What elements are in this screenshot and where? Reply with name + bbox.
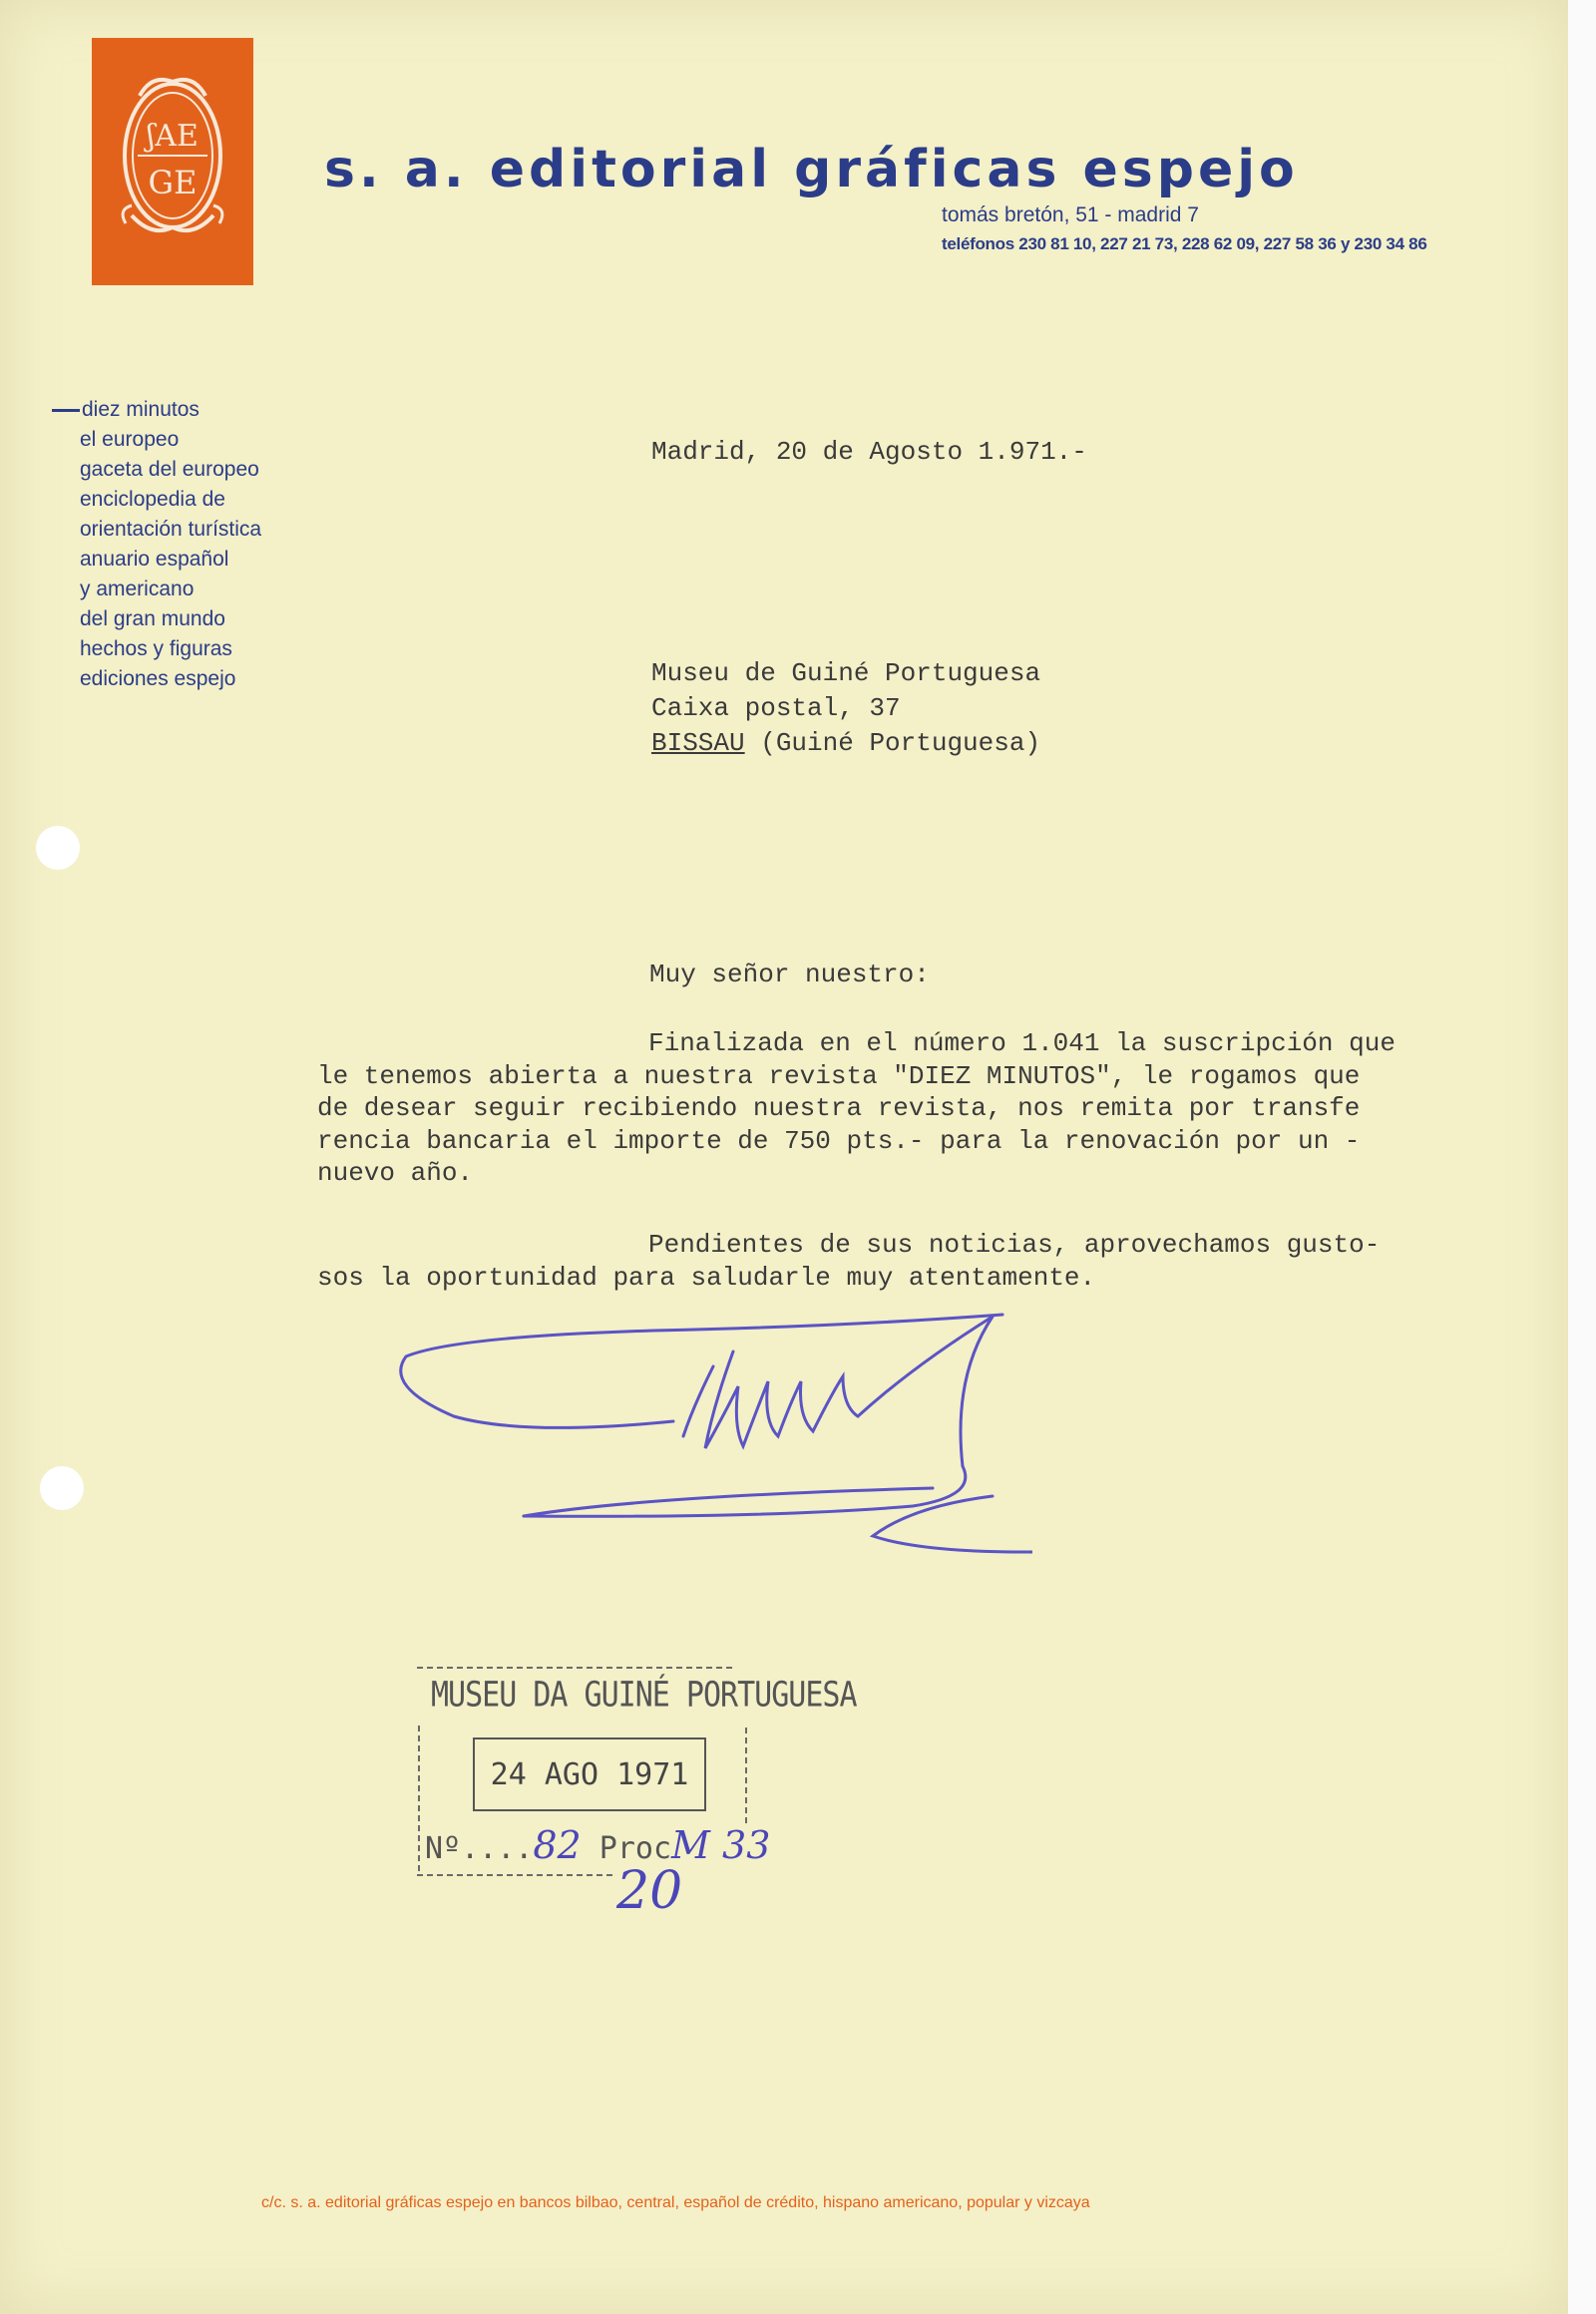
body-paragraph-1: [317, 1027, 1396, 1190]
body-line: sos la oportunidad para saludarle muy atentamente.: [317, 1262, 1096, 1293]
body-line: nuevo año.: [317, 1158, 474, 1188]
stamp-number-line: Nº....82 ProcM 33: [425, 1823, 771, 1867]
museum-stamp: [417, 1666, 857, 1921]
stamp-proc-value: M 33: [671, 1823, 771, 1867]
logo-emblem-icon: [92, 38, 253, 285]
punch-hole: [40, 1466, 84, 1510]
publication-item: y americano: [80, 578, 195, 600]
scan-margin: [1568, 0, 1596, 2314]
recipient-city-line: [651, 726, 1040, 761]
publications-list: [80, 395, 339, 694]
stamp-extra-value: 20: [616, 1861, 683, 1921]
letter-date: Madrid, 20 de Agosto 1.971.-: [651, 437, 1087, 467]
body-paragraph-2: [317, 1229, 1380, 1294]
recipient-name: Museu de Guiné Portuguesa: [651, 658, 1041, 688]
logo-text-bottom: GE: [148, 164, 198, 201]
publication-item: anuario español: [80, 548, 229, 571]
publication-item: gaceta del europeo: [80, 458, 259, 481]
publication-item: ediciones espejo: [80, 667, 236, 690]
dash-marker-icon: [52, 409, 80, 412]
body-line: le tenemos abierta a nuestra revista "DIEZ MINUTOS", le rogamos que: [317, 1060, 1361, 1091]
publication-item: hechos y figuras: [80, 637, 232, 660]
body-line: Finalizada en el número 1.041 la suscripción que: [648, 1028, 1396, 1058]
company-logo: [92, 38, 253, 285]
punch-hole: [36, 826, 80, 870]
body-line: Pendientes de sus noticias, aprovechamos gusto-: [648, 1230, 1381, 1260]
publication-item: el europeo: [80, 428, 180, 451]
signature: [394, 1297, 1032, 1576]
salutation: Muy señor nuestro:: [649, 960, 930, 989]
publication-item: diez minutos: [52, 395, 339, 425]
body-line: de desear seguir recibiendo nuestra revista, nos remita por transfe: [317, 1093, 1361, 1123]
stamp-number-value: 82: [533, 1823, 582, 1867]
stamp-proc-label: Proc: [598, 1831, 672, 1866]
recipient-postal: Caixa postal, 37: [651, 693, 901, 723]
publication-item: orientación turística: [80, 518, 262, 541]
publication-item: del gran mundo: [80, 607, 225, 630]
recipient-country: (Guiné Portuguesa): [744, 728, 1041, 758]
bank-footer: c/c. s. a. editorial gráficas espejo en bancos bilbao, central, español de crédito, hispano americano, popular y vizcaya: [261, 2194, 1090, 2211]
recipient-city: BISSAU: [651, 728, 745, 758]
company-name: s. a. editorial gráficas espejo: [324, 140, 1299, 199]
publication-item: enciclopedia de: [80, 488, 225, 511]
recipient-block: [651, 656, 1040, 761]
company-address: tomás bretón, 51 - madrid 7: [942, 203, 1199, 226]
body-line: rencia bancaria el importe de 750 pts.- para la renovación por un -: [317, 1125, 1361, 1156]
stamp-title: MUSEU DA GUINÉ PORTUGUESA: [431, 1675, 857, 1716]
company-phones: teléfonos 230 81 10, 227 21 73, 228 62 09, 227 58 36 y 230 34 86: [942, 234, 1427, 253]
stamp-date: 24 AGO 1971: [473, 1737, 706, 1811]
stamp-number-label: Nº: [425, 1831, 462, 1866]
logo-text-top: ʃAE: [147, 119, 199, 154]
